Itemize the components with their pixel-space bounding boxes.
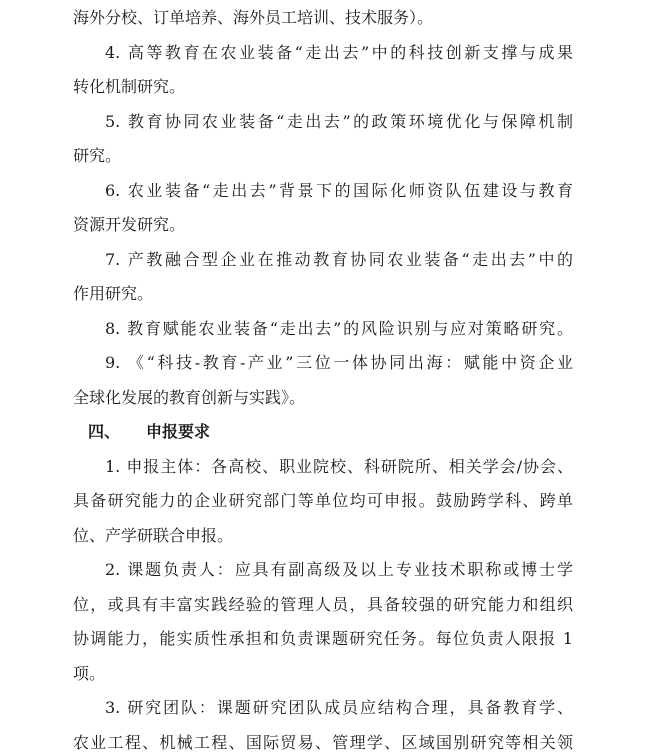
list-item-9-line-2: 全球化发展的教育创新与实践》。 [73, 388, 306, 407]
requirement-1-line-2: 具备研究能力的企业研究部门等单位均可申报。鼓励跨学科、跨单 [73, 491, 573, 510]
requirement-2-line-3: 协调能力，能实质性承担和负责课题研究任务。每位负责人限报 1 [73, 629, 573, 648]
section-number: 四、 [88, 422, 121, 441]
requirement-1-line-3: 位、产学研联合申报。 [73, 526, 234, 545]
requirement-2-line-4: 项。 [73, 664, 106, 683]
requirement-3-line-1: 3. 研究团队：课题研究团队成员应结构合理，具备教育学、 [105, 698, 573, 717]
list-item-6-line-2: 资源开发研究。 [73, 215, 186, 234]
section-title: 申报要求 [146, 422, 211, 441]
list-item-4-line-1: 4. 高等教育在农业装备“走出去”中的科技创新支撑与成果 [105, 43, 573, 62]
list-item-4-line-2: 转化机制研究。 [73, 77, 186, 96]
paragraph-line: 海外分校、订单培养、海外员工培训、技术服务）。 [73, 8, 434, 27]
list-item-5-line-2: 研究。 [73, 146, 122, 165]
list-item-5-line-1: 5. 教育协同农业装备“走出去”的政策环境优化与保障机制 [105, 112, 573, 131]
requirement-2-line-1: 2. 课题负责人：应具有副高级及以上专业技术职称或博士学 [105, 560, 573, 579]
requirement-2-line-2: 位，或具有丰富实践经验的管理人员，具备较强的研究能力和组织 [73, 595, 573, 614]
list-item-9-line-1: 9. 《“科技-教育-产业”三位一体协同出海：赋能中资企业 [105, 353, 573, 372]
list-item-8-line-1: 8. 教育赋能农业装备“走出去”的风险识别与应对策略研究。 [105, 319, 573, 338]
requirement-1-line-1: 1. 申报主体：各高校、职业院校、科研院所、相关学会/协会、 [105, 457, 573, 476]
section-heading [88, 422, 210, 442]
requirement-3-line-2: 农业工程、机械工程、国际贸易、管理学、区域国别研究等相关领 [73, 733, 573, 752]
list-item-6-line-1: 6. 农业装备“走出去”背景下的国际化师资队伍建设与教育 [105, 181, 573, 200]
list-item-7-line-1: 7. 产教融合型企业在推动教育协同农业装备“走出去”中的 [105, 250, 573, 269]
list-item-7-line-2: 作用研究。 [73, 284, 154, 303]
